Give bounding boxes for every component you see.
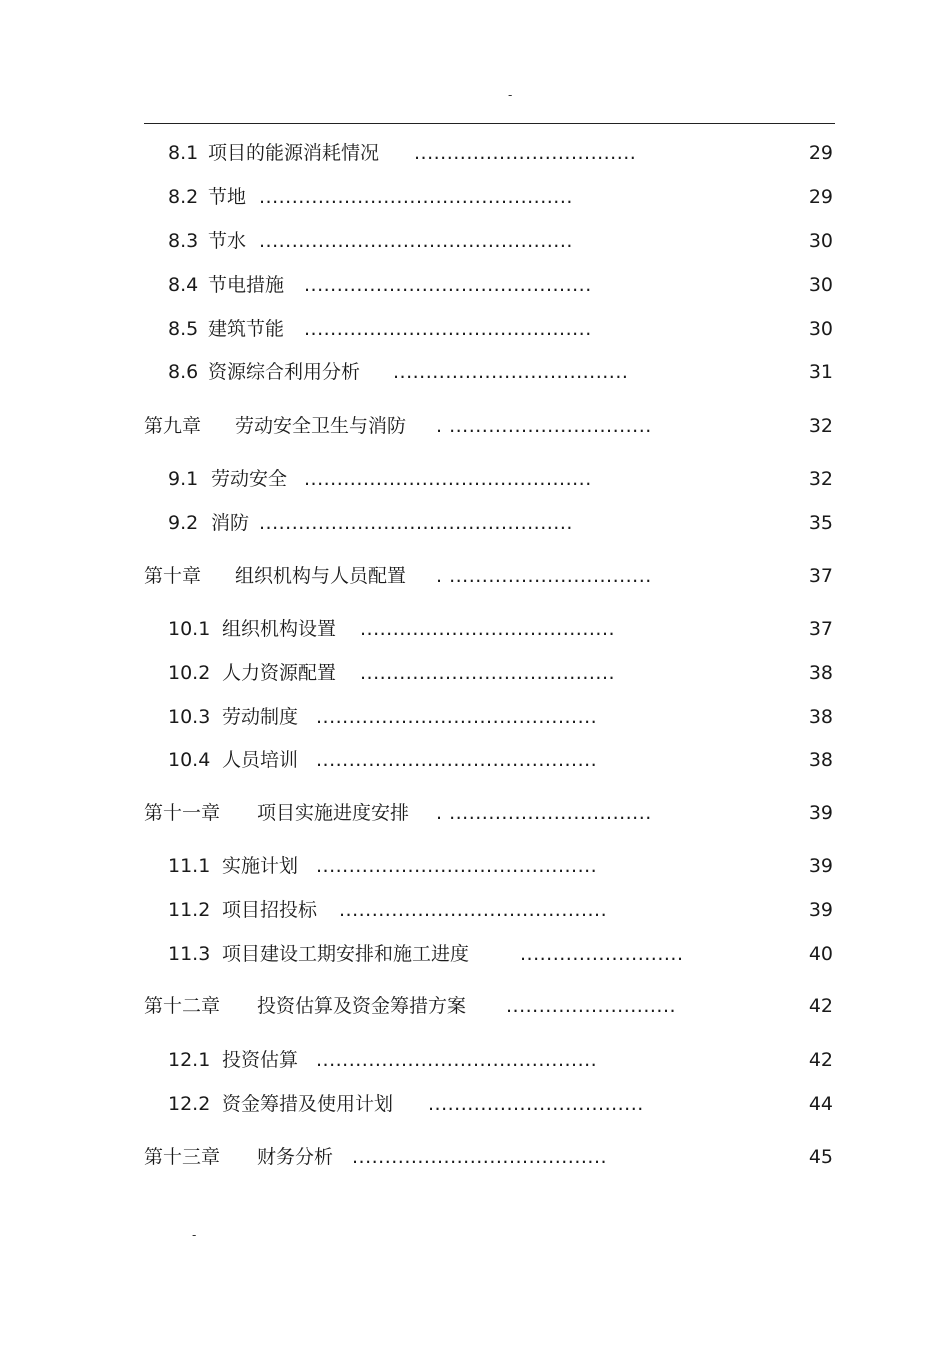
toc-entry-leader: ................................................: [259, 512, 573, 534]
toc-entry-title: 节电措施: [208, 274, 285, 296]
toc-entry[interactable]: [0, 939, 950, 969]
toc-entry[interactable]: [0, 411, 950, 441]
toc-entry[interactable]: [0, 745, 950, 775]
toc-entry-title: 项目建设工期安排和施工进度: [222, 943, 470, 965]
header-mark: -: [508, 88, 513, 102]
toc-entry-page: 44: [808, 1093, 833, 1115]
toc-entry-number: 10.1: [168, 618, 211, 640]
toc-entry-number: 第十一章: [144, 802, 221, 824]
toc-entry-page: 38: [808, 662, 833, 684]
toc-entry-number: 8.1: [168, 142, 199, 164]
toc-entry-number: 11.2: [168, 899, 211, 921]
toc-entry-page: 39: [808, 802, 833, 824]
toc-entry[interactable]: [0, 182, 950, 212]
toc-entry-leader: . ...............................: [436, 415, 652, 437]
toc-entry-title: 投资估算及资金筹措方案: [257, 995, 467, 1017]
toc-entry-number: 8.3: [168, 230, 199, 252]
toc-entry-number: 第九章: [144, 415, 202, 437]
toc-entry-leader: ....................................: [393, 361, 629, 383]
toc-entry-title: 劳动制度: [222, 706, 299, 728]
toc-entry-leader: ...........................................: [316, 706, 598, 728]
toc-entry-title: 劳动安全卫生与消防: [235, 415, 407, 437]
toc-entry-title: 人员培训: [222, 749, 299, 771]
toc-entry-leader: .......................................: [360, 618, 616, 640]
toc-entry-leader: ...........................................: [316, 1049, 598, 1071]
toc-entry-number: 11.1: [168, 855, 211, 877]
footer-mark: -: [192, 1228, 197, 1242]
toc-entry-leader: ................................................: [259, 230, 573, 252]
toc-entry-leader: ............................................: [304, 468, 592, 490]
toc-entry[interactable]: [0, 1089, 950, 1119]
toc-entry-page: 37: [808, 565, 833, 587]
toc-entry-number: 第十三章: [144, 1146, 221, 1168]
toc-entry[interactable]: [0, 226, 950, 256]
toc-entry-page: 32: [808, 415, 833, 437]
toc-entry-title: 节地: [208, 186, 247, 208]
toc-entry[interactable]: [0, 270, 950, 300]
toc-entry-title: 资金筹措及使用计划: [222, 1093, 394, 1115]
toc-entry-title: 消防: [211, 512, 250, 534]
toc-entry[interactable]: [0, 851, 950, 881]
toc-entry-title: 节水: [208, 230, 247, 252]
toc-entry-number: 12.2: [168, 1093, 211, 1115]
toc-entry-leader: ............................................: [304, 318, 592, 340]
toc-entry-number: 8.2: [168, 186, 199, 208]
toc-entry-title: 人力资源配置: [222, 662, 337, 684]
toc-entry[interactable]: [0, 561, 950, 591]
toc-entry-number: 第十二章: [144, 995, 221, 1017]
toc-entry-number: 8.4: [168, 274, 199, 296]
toc-entry-leader: .........................: [520, 943, 684, 965]
toc-entry-page: 39: [808, 899, 833, 921]
toc-entry-page: 29: [808, 186, 833, 208]
toc-entry-number: 8.5: [168, 318, 199, 340]
toc-entry-title: 劳动安全: [211, 468, 288, 490]
toc-entry-leader: . ...............................: [436, 802, 652, 824]
toc-entry[interactable]: [0, 508, 950, 538]
toc-entry-page: 38: [808, 749, 833, 771]
toc-entry[interactable]: [0, 1142, 950, 1172]
toc-entry-title: 资源综合利用分析: [208, 361, 361, 383]
toc-entry-leader: ...........................................: [316, 855, 598, 877]
toc-entry-number: 10.4: [168, 749, 211, 771]
toc-entry[interactable]: [0, 895, 950, 925]
toc-entry-leader: .........................................: [339, 899, 608, 921]
toc-entry[interactable]: [0, 798, 950, 828]
toc-entry-title: 项目招投标: [222, 899, 318, 921]
toc-entry-page: 39: [808, 855, 833, 877]
toc-entry-page: 40: [808, 943, 833, 965]
toc-entry-page: 37: [808, 618, 833, 640]
toc-entry-title: 建筑节能: [208, 318, 285, 340]
toc-entry-leader: ..................................: [414, 142, 637, 164]
toc-entry-title: 项目实施进度安排: [257, 802, 410, 824]
toc-entry-page: 38: [808, 706, 833, 728]
toc-entry-leader: ..........................: [506, 995, 677, 1017]
toc-entry-page: 45: [808, 1146, 833, 1168]
toc-entry-title: 组织机构设置: [222, 618, 337, 640]
toc-entry[interactable]: [0, 991, 950, 1021]
toc-entry-number: 10.3: [168, 706, 211, 728]
toc-entry-number: 12.1: [168, 1049, 211, 1071]
toc-entry-leader: ............................................: [304, 274, 592, 296]
toc-entry-page: 29: [808, 142, 833, 164]
toc-entry-leader: ................................................: [259, 186, 573, 208]
toc-entry-page: 31: [808, 361, 833, 383]
toc-entry-number: 9.1: [168, 468, 199, 490]
toc-entry[interactable]: [0, 658, 950, 688]
toc-entry[interactable]: [0, 464, 950, 494]
toc-entry[interactable]: [0, 314, 950, 344]
toc-entry[interactable]: [0, 138, 950, 168]
toc-entry-title: 投资估算: [222, 1049, 299, 1071]
toc-entry-leader: .................................: [428, 1093, 644, 1115]
toc-entry-leader: .......................................: [352, 1146, 608, 1168]
toc-entry-page: 30: [808, 318, 833, 340]
toc-entry-title: 组织机构与人员配置: [235, 565, 407, 587]
toc-entry-page: 32: [808, 468, 833, 490]
toc-entry-page: 35: [808, 512, 833, 534]
toc-entry-page: 42: [808, 1049, 833, 1071]
toc-entry-number: 8.6: [168, 361, 199, 383]
toc-entry[interactable]: [0, 614, 950, 644]
toc-entry[interactable]: [0, 702, 950, 732]
toc-entry[interactable]: [0, 1045, 950, 1075]
toc-entry-leader: ...........................................: [316, 749, 598, 771]
toc-entry-title: 财务分析: [257, 1146, 334, 1168]
toc-entry[interactable]: [0, 357, 950, 387]
toc-entry-page: 42: [808, 995, 833, 1017]
toc-entry-page: 30: [808, 230, 833, 252]
toc-entry-number: 9.2: [168, 512, 199, 534]
toc-entry-number: 10.2: [168, 662, 211, 684]
toc-entry-leader: .......................................: [360, 662, 616, 684]
toc-entry-title: 项目的能源消耗情况: [208, 142, 380, 164]
toc-entry-page: 30: [808, 274, 833, 296]
toc-entry-leader: . ...............................: [436, 565, 652, 587]
header-rule: [144, 123, 835, 124]
toc-entry-number: 第十章: [144, 565, 202, 587]
toc-entry-title: 实施计划: [222, 855, 299, 877]
toc-entry-number: 11.3: [168, 943, 211, 965]
